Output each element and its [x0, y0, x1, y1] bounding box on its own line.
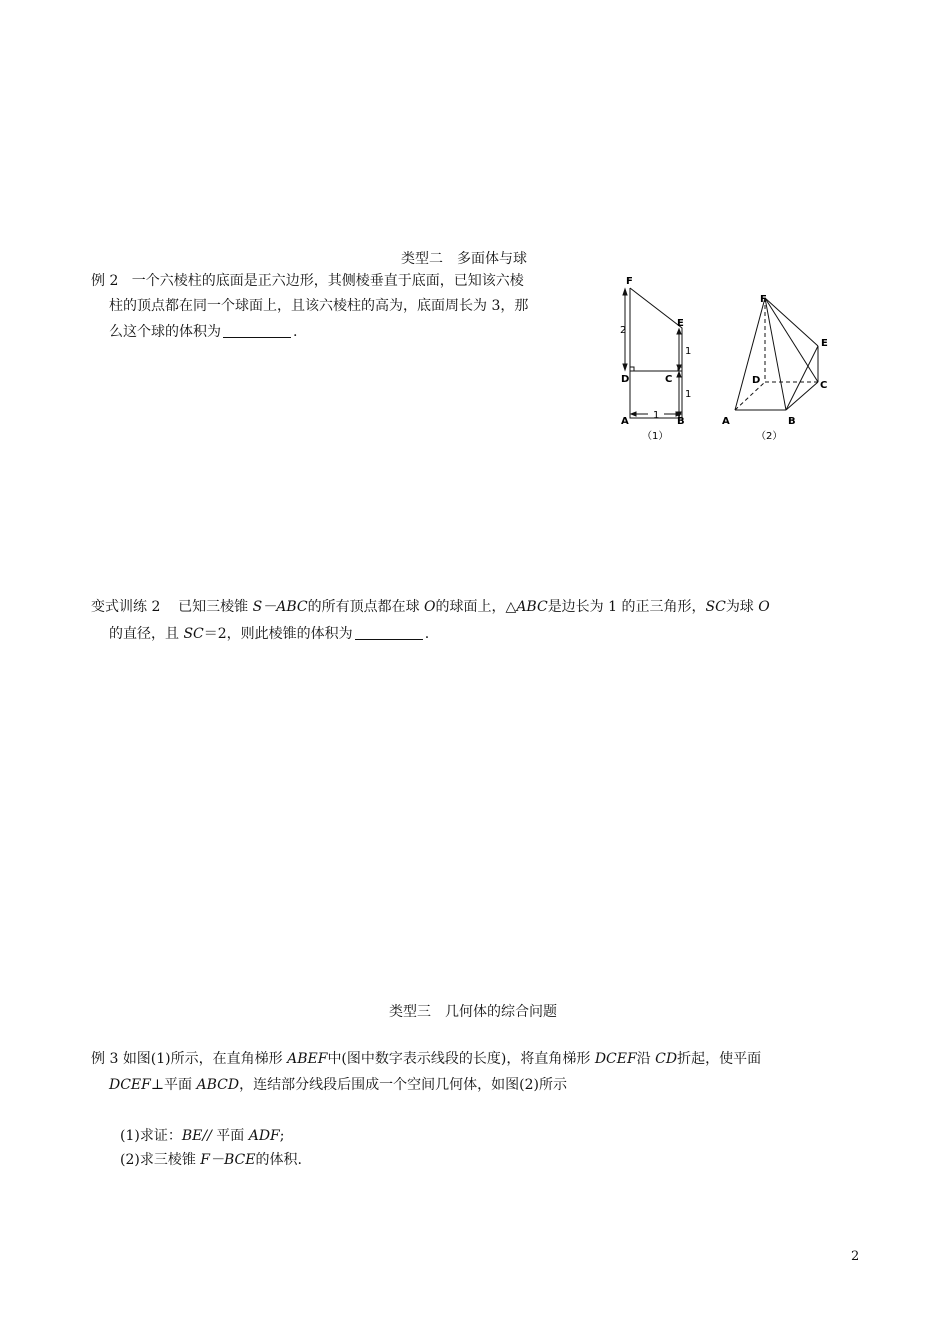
- example3-question2: [120, 1150, 302, 1170]
- arrow-up-r1: [677, 329, 681, 334]
- arrow-up-left: [623, 289, 627, 295]
- example2-line1: [91, 271, 524, 291]
- example3-abef: ABEF: [287, 1051, 328, 1067]
- q1-adf: ADF: [248, 1128, 280, 1144]
- figure-2-solid: [718, 288, 838, 448]
- example3-text-e: 沿: [636, 1051, 656, 1067]
- fig1-label-e: E: [677, 318, 684, 329]
- right-angle-d: [630, 367, 634, 371]
- edge-bc: [786, 382, 818, 410]
- q1-text-a: (1)求证：: [120, 1128, 182, 1144]
- example3-line1: [91, 1049, 761, 1069]
- variant2-sphere-o: O: [424, 599, 436, 615]
- fig1-dim-left: 2: [620, 325, 627, 336]
- fig1-label-d: D: [621, 374, 630, 385]
- fig2-label-f: F: [760, 294, 767, 305]
- example3-text2-d: ，连结部分线段后围成一个空间几何体，如图(2)所示: [239, 1077, 567, 1093]
- q2-fbce: F－BCE: [200, 1152, 256, 1168]
- fig1-dim-bottom: 1: [653, 410, 660, 421]
- variant2-pyramid: S－ABC: [252, 599, 308, 615]
- example2-line3: [109, 322, 297, 342]
- fig2-label-c: C: [820, 380, 828, 391]
- hidden-edge-ad: [735, 382, 765, 410]
- page-number: 2: [851, 1249, 860, 1264]
- fig2-label-b: B: [788, 416, 796, 427]
- example3-abcd: ABCD: [196, 1077, 240, 1093]
- variant2-text-c: 的所有顶点都在球: [307, 599, 425, 615]
- fig1-dim-upper: 1: [685, 346, 692, 357]
- example3-line2: [109, 1075, 567, 1095]
- fig1-label-c: C: [665, 374, 673, 385]
- arrow-up-r2: [677, 372, 681, 377]
- fig2-caption: （2）: [756, 431, 783, 442]
- variant2-triangle: ABC: [516, 599, 548, 615]
- answer-blank-variant2: [355, 625, 423, 640]
- q2-text-a: (2)求三棱锥: [120, 1152, 201, 1168]
- variant2-sc: SC: [705, 599, 726, 615]
- example3-text-a: 如图(1)所示，在直角梯形: [122, 1051, 288, 1067]
- section-heading-type2: 类型二 多面体与球: [401, 251, 527, 267]
- variant2-text2-a: 的直径，且: [109, 626, 184, 642]
- fig1-label-f: F: [626, 276, 633, 287]
- example3-text-c: 中(图中数字表示线段的长度)，将直角梯形: [327, 1051, 595, 1067]
- example2-line2: 柱的顶点都在同一个球面上，且该六棱柱的高为，底面周长为 3，那: [109, 298, 529, 314]
- example3-label: 例 3: [91, 1051, 119, 1067]
- example2-text3: 么这个球的体积为: [109, 324, 221, 340]
- example2-label: 例 2: [91, 273, 119, 289]
- section-heading-type3: 类型三 几何体的综合问题: [389, 1004, 557, 1020]
- q2-text-c: 的体积.: [255, 1152, 302, 1168]
- example3-text2-b: ⊥平面: [150, 1077, 197, 1093]
- arrow-left-b: [631, 412, 636, 416]
- q1-text-c: 平面: [211, 1128, 249, 1144]
- trapezoid-outline: [630, 288, 682, 418]
- edge-be: [786, 346, 818, 410]
- variant2-text2-c: ＝2，则此棱锥的体积为: [203, 626, 353, 642]
- arrow-down-left: [623, 364, 627, 370]
- variant2-text-i: 为球: [725, 599, 759, 615]
- figure-1-trapezoid: [612, 270, 702, 445]
- example2-text1: 一个六棱柱的底面是正六边形，其侧棱垂直于底面，已知该六棱: [131, 273, 524, 289]
- answer-blank: [223, 323, 291, 338]
- variant2-line2: [109, 624, 429, 644]
- variant2-text-a: 已知三棱锥: [178, 599, 253, 615]
- example2-period: .: [293, 324, 298, 340]
- variant2-sphere-o2: O: [758, 599, 770, 615]
- fig2-label-d: D: [752, 375, 761, 386]
- variant2-text-g: 是边长为 1 的正三角形，: [547, 599, 706, 615]
- q1-semicolon: ;: [279, 1128, 285, 1144]
- example3-text-g: 折起，使平面: [677, 1051, 762, 1067]
- variant2-label: 变式训练 2: [91, 599, 161, 615]
- variant2-period: .: [424, 626, 430, 642]
- example3-cd: CD: [655, 1051, 678, 1067]
- variant2-line1: [91, 597, 770, 617]
- variant2-sc2: SC: [183, 626, 204, 642]
- example3-dcef2: DCEF: [109, 1077, 151, 1093]
- fig1-dim-lower: 1: [685, 389, 692, 400]
- fig2-label-e: E: [821, 338, 828, 349]
- q1-be: BE//: [181, 1128, 212, 1144]
- fig1-label-a: A: [621, 416, 629, 427]
- variant2-text-e: 的球面上，△: [435, 599, 517, 615]
- edge-fa: [735, 298, 765, 410]
- example3-dcef: DCEF: [594, 1051, 637, 1067]
- fig1-caption: （1）: [642, 431, 669, 442]
- fig2-label-a: A: [722, 416, 730, 427]
- example3-question1: [120, 1126, 284, 1146]
- fig1-label-b: B: [677, 416, 685, 427]
